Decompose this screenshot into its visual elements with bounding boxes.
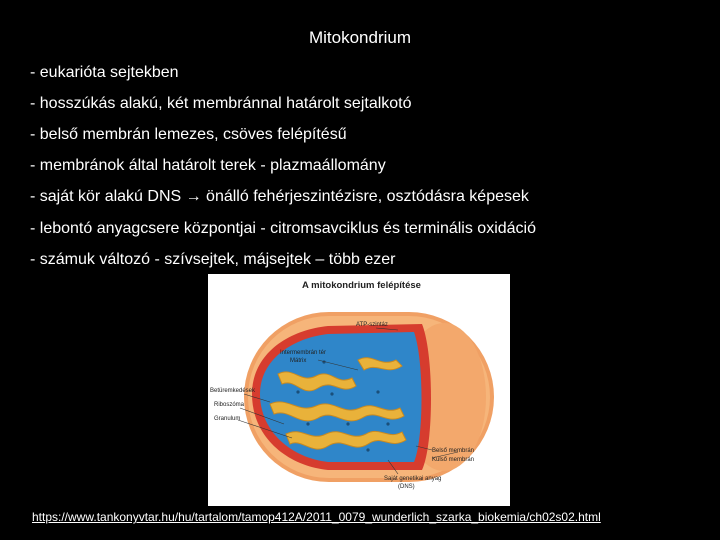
label-matrix: Mátrix bbox=[290, 358, 307, 364]
label-ribosome: Riboszóma bbox=[214, 402, 245, 408]
bullet-5: - saját kör alakú DNS → önálló fehérjeszintézisre, osztódásra képesek bbox=[30, 188, 529, 205]
inner-membrane bbox=[252, 324, 431, 470]
bullet-1: - eukarióta sejtekben bbox=[30, 64, 179, 81]
label-dna: Saját genetikai anyag bbox=[384, 476, 442, 482]
bullet-2: - hosszúkás alakú, két membránnal határolt sejtalkotó bbox=[30, 95, 412, 112]
bullet-6: - lebontó anyagcsere központjai - citromsavciklus és terminális oxidáció bbox=[30, 220, 536, 237]
source-link[interactable]: https://www.tankonyvtar.hu/hu/tartalom/tamop412A/2011_0079_wunderlich_szarka_biokemia/ch02s02.html bbox=[32, 510, 601, 524]
label-intermembrane: Intermembrán tér bbox=[280, 350, 327, 356]
label-inner-membrane: Belső membrán bbox=[432, 448, 475, 454]
mitochondrion-illustration bbox=[208, 274, 510, 506]
slide-title: Mitokondrium bbox=[308, 28, 412, 47]
label-granule: Granulum bbox=[214, 416, 241, 422]
bullet-4: - membránok által határolt terek - plazmaállomány bbox=[30, 157, 386, 174]
mitochondrion-figure bbox=[208, 274, 510, 506]
label-atp-synthase: ATP-szintáz bbox=[356, 322, 388, 328]
label-dna-abbrev: (DNS) bbox=[398, 484, 415, 490]
label-outer-membrane: Külső membrán bbox=[432, 457, 475, 463]
figure-title: A mitokondrium felépítése bbox=[302, 280, 421, 291]
bullet-7: - számuk változó - szívsejtek, májsejtek – több ezer bbox=[30, 251, 396, 268]
label-invaginations: Betüremkedések bbox=[210, 388, 256, 394]
bullet-3: - belső membrán lemezes, csöves felépítésű bbox=[30, 126, 347, 143]
